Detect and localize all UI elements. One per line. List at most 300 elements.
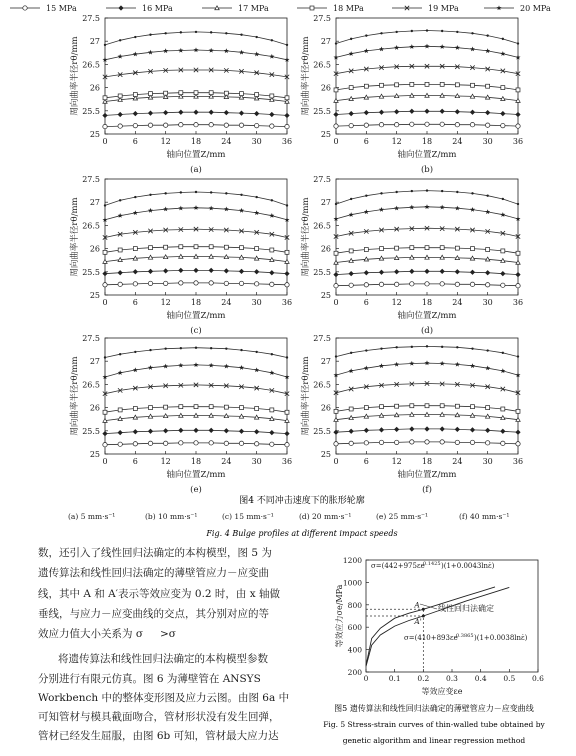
data-point <box>224 364 229 369</box>
fig5-point-A2 <box>422 615 425 618</box>
x-tick-label: 24 <box>221 457 232 466</box>
data-point <box>379 110 383 114</box>
data-point <box>410 82 414 86</box>
data-point <box>179 110 183 114</box>
data-point <box>195 31 197 33</box>
data-point <box>410 282 414 286</box>
speed-item-4: (e) 25 mm·s⁻¹ <box>376 512 429 521</box>
data-point <box>163 281 167 285</box>
data-point <box>394 427 398 431</box>
data-point <box>364 248 368 252</box>
y-tick-label: 26.5 <box>82 221 100 231</box>
data-point <box>224 207 229 212</box>
x-axis-label: 轴向位置Z/mm <box>166 311 226 321</box>
x-tick-label: 6 <box>363 137 369 146</box>
data-point <box>486 349 488 351</box>
data-point <box>440 109 444 113</box>
data-point <box>239 111 243 115</box>
data-point <box>409 361 414 366</box>
data-point <box>380 247 384 251</box>
series-line-5 <box>336 46 518 57</box>
data-point <box>224 441 228 445</box>
data-point <box>119 199 121 201</box>
x-tick-label: 12 <box>391 137 402 146</box>
data-point <box>456 346 458 348</box>
series-line-6 <box>105 192 287 205</box>
data-point <box>426 345 428 347</box>
data-point <box>164 192 166 194</box>
data-point <box>148 123 152 127</box>
data-point <box>349 123 353 127</box>
data-point <box>270 282 274 286</box>
data-point <box>349 429 353 433</box>
data-point <box>394 282 398 286</box>
y-tick-label: 26 <box>89 83 100 93</box>
fig5-formula-top: σ=(442+975εe <box>371 562 425 570</box>
data-point <box>501 249 505 253</box>
data-point <box>380 405 384 409</box>
data-point <box>394 270 398 274</box>
data-point <box>516 409 520 413</box>
series-line-4 <box>105 70 287 77</box>
x-tick-label: 6 <box>363 298 369 307</box>
data-point <box>148 441 152 445</box>
x-tick-label: 18 <box>190 457 202 466</box>
data-point <box>118 430 122 434</box>
data-point <box>118 408 122 412</box>
data-point <box>500 51 505 56</box>
data-point <box>349 212 354 217</box>
data-point <box>470 270 474 274</box>
data-point <box>349 51 354 56</box>
data-point <box>394 440 398 444</box>
data-point <box>485 271 489 275</box>
fig5-x-tick-label: 0.4 <box>474 674 487 683</box>
data-point <box>224 429 228 433</box>
series-line-4 <box>336 66 518 73</box>
data-point <box>516 442 520 446</box>
data-point <box>349 271 353 275</box>
data-point <box>254 430 258 434</box>
data-point <box>103 410 107 414</box>
data-point <box>364 209 369 214</box>
y-axis-label: 周向曲率半径rθ/mm <box>70 356 80 436</box>
panel-e <box>69 334 292 495</box>
data-point <box>224 245 228 249</box>
data-point <box>440 44 445 49</box>
data-point <box>133 442 137 446</box>
x-tick-label: 36 <box>512 457 524 466</box>
data-point <box>270 442 274 446</box>
data-point <box>149 34 151 36</box>
data-point <box>285 124 289 128</box>
data-point <box>148 111 152 115</box>
series-line-6 <box>336 31 518 44</box>
legend-marker-0 <box>23 6 27 10</box>
x-tick-label: 24 <box>221 137 232 146</box>
data-point <box>440 427 444 431</box>
data-point <box>149 194 151 196</box>
y-tick-label: 25.5 <box>82 267 100 277</box>
fig4-legend <box>10 4 551 13</box>
data-point <box>254 123 258 127</box>
data-point <box>380 192 382 194</box>
data-point <box>350 198 352 200</box>
data-point <box>163 123 167 127</box>
data-point <box>118 442 122 446</box>
data-point <box>455 45 460 50</box>
data-point <box>180 191 182 193</box>
data-point <box>133 111 137 115</box>
data-point <box>485 123 489 127</box>
data-point <box>255 196 257 198</box>
data-point <box>425 269 429 273</box>
data-point <box>210 347 212 349</box>
data-point <box>193 47 198 52</box>
x-tick-label: 12 <box>160 457 171 466</box>
data-point <box>164 32 166 34</box>
x-tick-label: 36 <box>281 457 293 466</box>
data-point <box>133 52 138 57</box>
data-point <box>502 38 504 40</box>
panel-label: (d) <box>420 326 434 336</box>
data-point <box>193 362 198 367</box>
x-tick-label: 18 <box>190 137 202 146</box>
data-point <box>394 206 399 211</box>
data-point <box>440 82 444 86</box>
body-line-8: 可知管材与模具截面吻合，管材形状没有发生回弹， <box>38 711 280 723</box>
body-sigma-relation: >σ <box>160 628 176 640</box>
fig5-legend-text: 线性回归法确定 <box>438 604 494 613</box>
data-point <box>285 96 289 100</box>
data-point <box>118 112 122 116</box>
data-point <box>240 406 244 410</box>
data-point <box>470 428 474 432</box>
data-point <box>379 123 383 127</box>
data-point <box>209 206 214 211</box>
data-point <box>485 209 490 214</box>
data-point <box>394 45 399 50</box>
panel-d <box>300 175 523 336</box>
data-point <box>470 207 475 212</box>
data-point <box>194 441 198 445</box>
fig5-y-axis-label: 等效应力σe/MPa <box>335 584 344 648</box>
data-point <box>455 270 459 274</box>
data-point <box>364 110 368 114</box>
series-line-4 <box>105 229 287 237</box>
y-axis-label: 周向曲率半径rθ/mm <box>301 356 311 436</box>
x-tick-label: 12 <box>391 298 402 307</box>
y-tick-label: 27 <box>320 357 331 367</box>
data-point <box>270 271 274 275</box>
data-point <box>285 250 289 254</box>
series-line-6 <box>105 348 287 358</box>
speed-item-2: (c) 15 mm·s⁻¹ <box>222 512 274 521</box>
x-axis-label: 轴向位置Z/mm <box>166 150 226 160</box>
data-point <box>194 245 198 249</box>
series-line-6 <box>336 346 518 356</box>
x-axis-label: 轴向位置Z/mm <box>397 311 457 321</box>
y-axis-label: 周向曲率半径rθ/mm <box>70 197 80 277</box>
data-point <box>239 269 243 273</box>
data-point <box>255 407 259 411</box>
data-point <box>164 245 168 249</box>
x-tick-label: 36 <box>281 137 293 146</box>
data-point <box>103 250 107 254</box>
data-point <box>501 283 505 287</box>
fig5-annotation-1: A' <box>414 617 422 626</box>
data-point <box>379 270 383 274</box>
y-tick-label: 27.5 <box>313 175 331 184</box>
data-point <box>364 428 368 432</box>
y-tick-label: 25 <box>320 450 331 459</box>
data-point <box>471 83 475 87</box>
data-point <box>334 272 338 276</box>
speed-item-5: (f) 40 mm·s⁻¹ <box>459 512 510 521</box>
y-tick-label: 27.5 <box>82 334 100 343</box>
panel-frame <box>336 338 518 454</box>
x-tick-label: 6 <box>132 457 138 466</box>
legend-label-2: 17 MPa <box>238 4 269 13</box>
body-line-2: 线，其中 A 和 A′表示等效应变为 0.2 时，由 x 轴做 <box>38 588 281 600</box>
data-point <box>425 109 429 113</box>
x-tick-label: 24 <box>221 298 232 307</box>
data-point <box>379 207 384 212</box>
data-point <box>224 405 228 409</box>
data-point <box>149 349 151 351</box>
data-point <box>364 123 368 127</box>
panel-frame <box>336 18 518 134</box>
data-point <box>440 122 444 126</box>
y-axis-label: 周向曲率半径rθ/mm <box>70 36 80 116</box>
data-point <box>365 195 367 197</box>
data-point <box>240 246 244 250</box>
data-point <box>425 122 429 126</box>
fig5-chart <box>334 556 544 696</box>
y-tick-label: 27.5 <box>313 14 331 23</box>
data-point <box>180 31 182 33</box>
data-point <box>269 213 274 218</box>
y-tick-label: 27 <box>320 37 331 47</box>
fig5-curve-0 <box>366 587 495 665</box>
data-point <box>239 365 244 370</box>
fig5-caption-en-1: Fig. 5 Stress-strain curves of thin-walled tube obtained by <box>323 720 545 729</box>
data-point <box>411 190 413 192</box>
legend-marker-5 <box>496 5 501 10</box>
data-point <box>163 48 168 53</box>
data-point <box>148 365 153 370</box>
x-tick-label: 12 <box>391 457 402 466</box>
fig5-formula-bottom: σ=(410+893εe <box>404 634 458 642</box>
data-point <box>441 346 443 348</box>
x-axis-label: 轴向位置Z/mm <box>397 470 457 480</box>
data-point <box>239 429 243 433</box>
speed-item-0: (a) 5 mm·s⁻¹ <box>68 512 116 521</box>
data-point <box>364 283 368 287</box>
data-point <box>179 268 183 272</box>
fig5-formula-bottom-tail: )(1+0.0038lnε̇) <box>474 634 528 642</box>
fig4-panels <box>69 14 523 495</box>
data-point <box>103 96 107 100</box>
fig5-formula-bottom-exp: 0.3865 <box>456 633 474 639</box>
data-point <box>471 192 473 194</box>
data-point <box>349 407 353 411</box>
data-point <box>441 190 443 192</box>
data-point <box>103 113 107 117</box>
data-point <box>349 283 353 287</box>
data-point <box>395 83 399 87</box>
fig5-x-tick-label: 0.1 <box>388 674 401 683</box>
data-point <box>269 54 274 59</box>
data-point <box>501 429 505 433</box>
fig5-formula-top-tail: )(1+0.0043lnε̇) <box>441 562 495 570</box>
data-point <box>364 48 369 53</box>
data-point <box>133 407 137 411</box>
data-point <box>239 441 243 445</box>
data-point <box>334 251 338 255</box>
y-tick-label: 26.5 <box>82 60 100 70</box>
data-point <box>285 410 289 414</box>
y-tick-label: 27.5 <box>313 334 331 343</box>
data-point <box>195 191 197 193</box>
x-tick-label: 18 <box>421 137 433 146</box>
data-point <box>271 199 273 201</box>
x-tick-label: 24 <box>452 298 463 307</box>
panel-label: (e) <box>190 485 202 495</box>
data-point <box>350 352 352 354</box>
data-point <box>379 363 384 368</box>
data-point <box>133 247 137 251</box>
data-point <box>425 282 429 286</box>
data-point <box>255 36 257 38</box>
data-point <box>134 36 136 38</box>
data-point <box>118 370 123 375</box>
fig5-y-tick-label: 1200 <box>342 556 362 565</box>
data-point <box>254 52 259 57</box>
data-point <box>379 46 384 51</box>
data-point <box>269 370 274 375</box>
y-tick-label: 26.5 <box>313 60 331 70</box>
data-point <box>440 282 444 286</box>
data-point <box>178 206 183 211</box>
body-line-6: 分别进行有限元仿真。图 6 为薄壁管在 ANSYS <box>38 673 261 685</box>
data-point <box>133 210 138 215</box>
data-point <box>239 208 244 213</box>
fig5-formula-top-exp: 0.1425 <box>423 561 441 567</box>
data-point <box>500 212 505 217</box>
body-line-4: 效应力值大小关系为 σ <box>38 628 144 640</box>
data-point <box>485 441 489 445</box>
speed-item-1: (b) 10 mm·s⁻¹ <box>145 512 198 521</box>
fig5-caption-en-2: genetic algorithm and linear regression method <box>342 736 526 745</box>
data-point <box>209 428 213 432</box>
y-tick-label: 27 <box>89 37 100 47</box>
data-point <box>424 44 429 49</box>
data-point <box>104 204 106 206</box>
data-point <box>194 428 198 432</box>
data-point <box>410 440 414 444</box>
data-point <box>395 346 397 348</box>
data-point <box>118 282 122 286</box>
panel-label: (a) <box>190 165 202 175</box>
data-point <box>148 429 152 433</box>
data-point <box>239 281 243 285</box>
data-point <box>255 93 259 97</box>
data-point <box>163 110 167 114</box>
x-tick-label: 30 <box>251 457 262 466</box>
y-tick-label: 26.5 <box>82 380 100 390</box>
series-line-4 <box>105 385 287 394</box>
fig5-caption-cn: 图5 遗传算法和线性回归法确定的薄壁管应力－应变曲线 <box>334 704 534 713</box>
data-point <box>224 48 229 53</box>
data-point <box>426 189 428 191</box>
data-point <box>502 198 504 200</box>
y-tick-label: 26 <box>320 244 331 254</box>
panel-frame <box>105 179 287 295</box>
data-point <box>379 282 383 286</box>
y-axis-label: 周向曲率半径rθ/mm <box>301 36 311 116</box>
data-point <box>335 42 337 44</box>
data-point <box>133 93 137 97</box>
data-point <box>209 363 214 368</box>
data-point <box>163 269 167 273</box>
data-point <box>210 191 212 193</box>
data-point <box>394 123 398 127</box>
x-tick-label: 36 <box>512 298 524 307</box>
data-point <box>224 123 228 127</box>
data-point <box>471 247 475 251</box>
body-text <box>38 546 289 742</box>
panel-c <box>69 175 292 336</box>
data-point <box>179 281 183 285</box>
y-tick-label: 26 <box>320 83 331 93</box>
data-point <box>163 207 168 212</box>
data-point <box>286 356 288 358</box>
data-point <box>179 441 183 445</box>
data-point <box>163 441 167 445</box>
data-point <box>470 123 474 127</box>
data-point <box>285 431 289 435</box>
data-point <box>516 251 520 255</box>
data-point <box>164 347 166 349</box>
data-point <box>455 282 459 286</box>
panel-a <box>69 14 292 175</box>
data-point <box>440 404 444 408</box>
data-point <box>516 430 520 434</box>
series-line-5 <box>105 50 287 60</box>
data-point <box>456 191 458 193</box>
data-point <box>516 88 520 92</box>
data-point <box>133 282 137 286</box>
data-point <box>516 112 520 116</box>
data-point <box>178 363 183 368</box>
data-point <box>501 271 505 275</box>
data-point <box>349 249 353 253</box>
legend-marker-1 <box>119 6 123 10</box>
data-point <box>455 123 459 127</box>
data-point <box>364 406 368 410</box>
data-point <box>350 38 352 40</box>
fig5-point-A <box>422 608 425 611</box>
data-point <box>225 347 227 349</box>
y-tick-label: 26 <box>320 403 331 413</box>
data-point <box>254 442 258 446</box>
fig4-caption-cn: 图4 不同冲击速度下的胀形轮廓 <box>239 496 365 506</box>
x-tick-label: 12 <box>160 137 171 146</box>
data-point <box>240 34 242 36</box>
data-point <box>195 347 197 349</box>
data-point <box>501 407 505 411</box>
